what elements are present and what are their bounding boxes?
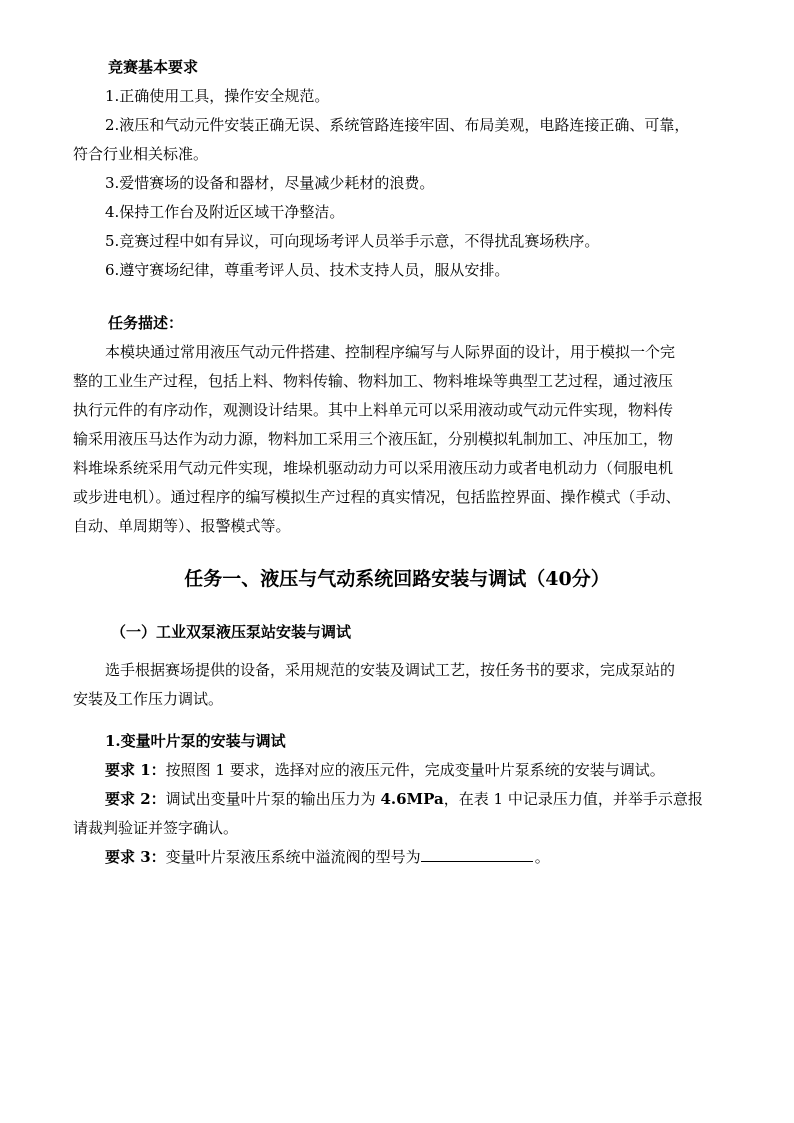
task1-subsection-title: （一）工业双泵液压泵站安装与调试: [111, 623, 352, 641]
answer-blank[interactable]: [421, 847, 533, 862]
requirement-item: 2.液压和气动元件安装正确无误、系统管路连接牢固、布局美观，电路连接正确、可靠，: [105, 116, 690, 134]
requirement-1-text: 按照图 1 要求，选择对应的液压元件，完成变量叶片泵系统的安装与调试。: [165, 761, 665, 779]
requirement-2: [105, 789, 753, 809]
requirement-item: 6.遵守赛场纪律，尊重考评人员、技术支持人员，服从安排。: [105, 261, 510, 279]
task-description-title: 任务描述：: [108, 314, 184, 332]
requirement-item: 3.爱惜赛场的设备和器材，尽量减少耗材的浪费。: [105, 174, 435, 192]
basic-requirements-title: 竞赛基本要求: [108, 58, 199, 76]
requirement-2-text: 调试出变量叶片泵的输出压力为: [165, 790, 381, 808]
task-description-line: 输采用液压马达作为动力源，物料加工采用三个液压缸，分别模拟轧制加工、冲压加工，物: [73, 430, 674, 448]
task-description-line: 或步进电机）。通过程序的编写模拟生产过程的真实情况，包括监控界面、操作模式（手动、: [73, 488, 681, 506]
item1-title: 1.变量叶片泵的安装与调试: [105, 732, 286, 750]
requirement-3-text: 变量叶片泵液压系统中溢流阀的型号为: [165, 848, 421, 866]
requirement-item: 5.竞赛过程中如有异议，可向现场考评人员举手示意，不得扰乱赛场秩序。: [105, 232, 600, 250]
requirement-2-label: 要求 2：: [105, 790, 166, 808]
task-description-line: 整的工业生产过程，包括上料、物料传输、物料加工、物料堆垛等典型工艺过程，通过液压: [73, 372, 674, 390]
requirement-item: 4.保持工作台及附近区域干净整洁。: [105, 203, 345, 221]
task1-intro-line: 选手根据赛场提供的设备，采用规范的安装及调试工艺，按任务书的要求，完成泵站的: [105, 661, 676, 679]
task-description-line: 料堆垛系统采用气动元件实现，堆垛机驱动动力可以采用液压动力或者电机动力（伺服电机: [73, 459, 674, 477]
task1-heading: 任务一、液压与气动系统回路安装与调试（40分）: [184, 568, 610, 590]
requirement-3: [105, 847, 753, 867]
pressure-value: 4.6MPa: [380, 790, 444, 808]
requirement-1-label: 要求 1：: [105, 761, 166, 779]
requirement-2-text-cont: ，在表 1 中记录压力值，并举手示意报: [443, 790, 703, 808]
requirement-1: [105, 760, 753, 780]
task1-intro-line: 安装及工作压力调试。: [73, 690, 224, 708]
task-description-line: 执行元件的有序动作，观测设计结果。其中上料单元可以采用液动或气动元件实现，物料传: [73, 401, 674, 419]
requirement-item: 1.正确使用工具，操作安全规范。: [105, 87, 330, 105]
task-description-line: 自动、单周期等）、报警模式等。: [73, 517, 291, 535]
requirement-3-end: 。: [534, 848, 550, 866]
requirement-3-label: 要求 3：: [105, 848, 166, 866]
requirement-2-line2: 请裁判验证并签字确认。: [73, 819, 239, 837]
task-description-line: 本模块通过常用液压气动元件搭建、控制程序编写与人际界面的设计，用于模拟一个完: [105, 343, 676, 361]
requirement-item-continuation: 符合行业相关标准。: [73, 145, 209, 163]
